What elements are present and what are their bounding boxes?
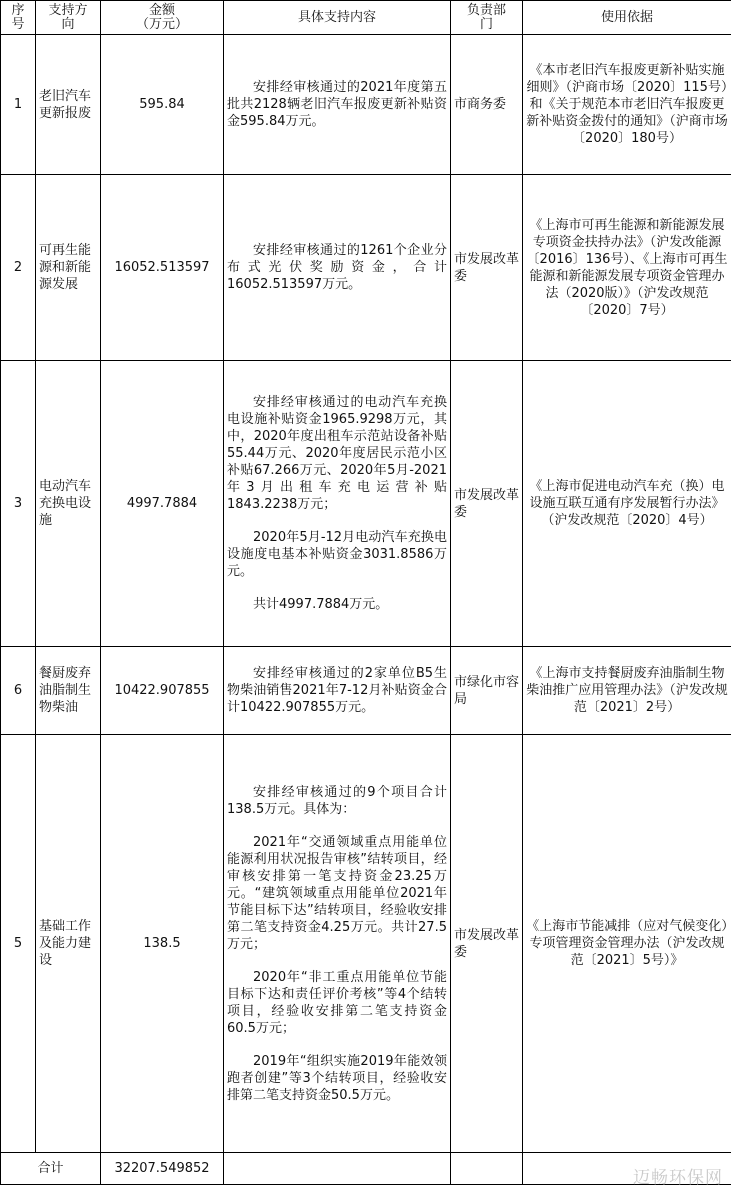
table-row: [1, 647, 731, 735]
content-paragraph: 安排经审核通过的2021年度第五批共2128辆老旧汽车报废更新补贴资金595.84万元。: [227, 80, 447, 129]
table-row: [1, 735, 731, 1153]
total-empty-cell: [224, 1153, 451, 1185]
row-basis: 《上海市促进电动汽车充（换）电设施互联互通有序发展暂行办法》（沪发改规范〔2020〕4号）: [523, 361, 731, 647]
content-paragraph: 2020年“非工重点用能单位节能目标下达和责任评价考核”等4个结转项目，经验收安排第二笔支持资金60.5万元；: [227, 969, 447, 1036]
row-dept: 市发展改革委: [451, 361, 523, 647]
content-paragraph: 2020年5月-12月电动汽车充换电设施度电基本补贴资金3031.8586万元。: [227, 530, 447, 579]
header-amount: 金额 （万元）: [101, 1, 224, 35]
content-paragraph: 共计4997.7884万元。: [253, 597, 389, 612]
table-row: [1, 35, 731, 175]
row-basis: 《上海市可再生能源和新能源发展专项资金扶持办法》（沪发改能源〔2016〕136号）、《上海市可再生能源和新能源发展专项资金管理办法（2020版）》（沪发改规范〔2020〕7号）: [523, 175, 731, 361]
row-seq: 6: [1, 647, 36, 735]
row-seq: 3: [1, 361, 36, 647]
row-content: [224, 175, 451, 361]
row-basis: 《上海市节能减排（应对气候变化）专项管理资金管理办法（沪发改规范〔2021〕5号）》: [523, 735, 731, 1153]
header-content: 具体支持内容: [224, 1, 451, 35]
content-paragraph: 安排经审核通过的1261个企业分布式光伏奖励资金，合计16052.513597万元。: [227, 243, 447, 292]
table-row: [1, 361, 731, 647]
row-dept: 市绿化市容局: [451, 647, 523, 735]
row-amount: 16052.513597: [101, 175, 224, 361]
row-content: [224, 361, 451, 647]
watermark-logo: 迈畅环保网: [633, 1168, 723, 1188]
row-content: [224, 647, 451, 735]
row-direction: 可再生能源和新能源发展: [36, 175, 101, 361]
content-paragraph: 2019年“组织实施2019年能效领跑者创建”等3个结转项目，经验收安排第二笔支持资金50.5万元。: [227, 1053, 447, 1103]
row-amount: 4997.7884: [101, 361, 224, 647]
row-amount: 10422.907855: [101, 647, 224, 735]
total-amount: 32207.549852: [101, 1153, 224, 1185]
total-empty-cell: [451, 1153, 523, 1185]
row-seq: 2: [1, 175, 36, 361]
total-label: 合计: [1, 1153, 101, 1185]
row-dept: 市发展改革委: [451, 735, 523, 1153]
row-basis: 《本市老旧汽车报废更新补贴实施细则》（沪商市场〔2020〕115号）和《关于规范本市老旧汽车报废更新补贴资金拨付的通知》（沪商市场〔2020〕180号）: [523, 35, 731, 175]
row-dept: 市发展改革委: [451, 175, 523, 361]
row-direction: 餐厨废弃油脂制生物柴油: [36, 647, 101, 735]
row-content: [224, 735, 451, 1153]
row-basis: 《上海市支持餐厨废弃油脂制生物柴油推广应用管理办法》（沪发改规范〔2021〕2号）: [523, 647, 731, 735]
table-row: [1, 175, 731, 361]
header-basis: 使用依据: [523, 1, 731, 35]
content-paragraph: 安排经审核通过的9个项目合计138.5万元。具体为：: [227, 784, 447, 817]
content-paragraph: 安排经审核通过的2家单位B5生物柴油销售2021年7-12月补贴资金合计10422.907855万元。: [227, 666, 447, 715]
row-direction: 电动汽车充换电设施: [36, 361, 101, 647]
row-direction: 老旧汽车更新报废: [36, 35, 101, 175]
row-seq: 1: [1, 35, 36, 175]
content-paragraph: 安排经审核通过的电动汽车充换电设施补贴资金1965.9298万元，其中，2020年度出租车示范站设备补贴55.44万元、2020年度居民示范小区补贴67.266万元、2020年5月-2021年3月出租车充电运营补贴1843.2238万元；: [227, 395, 447, 512]
row-amount: 595.84: [101, 35, 224, 175]
header-seq: 序 号: [1, 1, 36, 35]
content-paragraph: 2021年“交通领域重点用能单位能源利用状况报告审核”结转项目，经审核安排第一笔支持资金23.25万元。“建筑领域重点用能单位2021年节能目标下达”结转项目，经验收安排第二笔支持资金4.25万元。共计27.5万元；: [227, 834, 447, 952]
row-seq: 5: [1, 735, 36, 1153]
header-direction: 支持方 向: [36, 1, 101, 35]
header-dept: 负责部 门: [451, 1, 523, 35]
row-amount: 138.5: [101, 735, 224, 1153]
header-row: [1, 1, 731, 35]
row-dept: 市商务委: [451, 35, 523, 175]
total-row: [1, 1153, 731, 1185]
row-content: [224, 35, 451, 175]
row-direction: 基础工作及能力建设: [36, 735, 101, 1153]
